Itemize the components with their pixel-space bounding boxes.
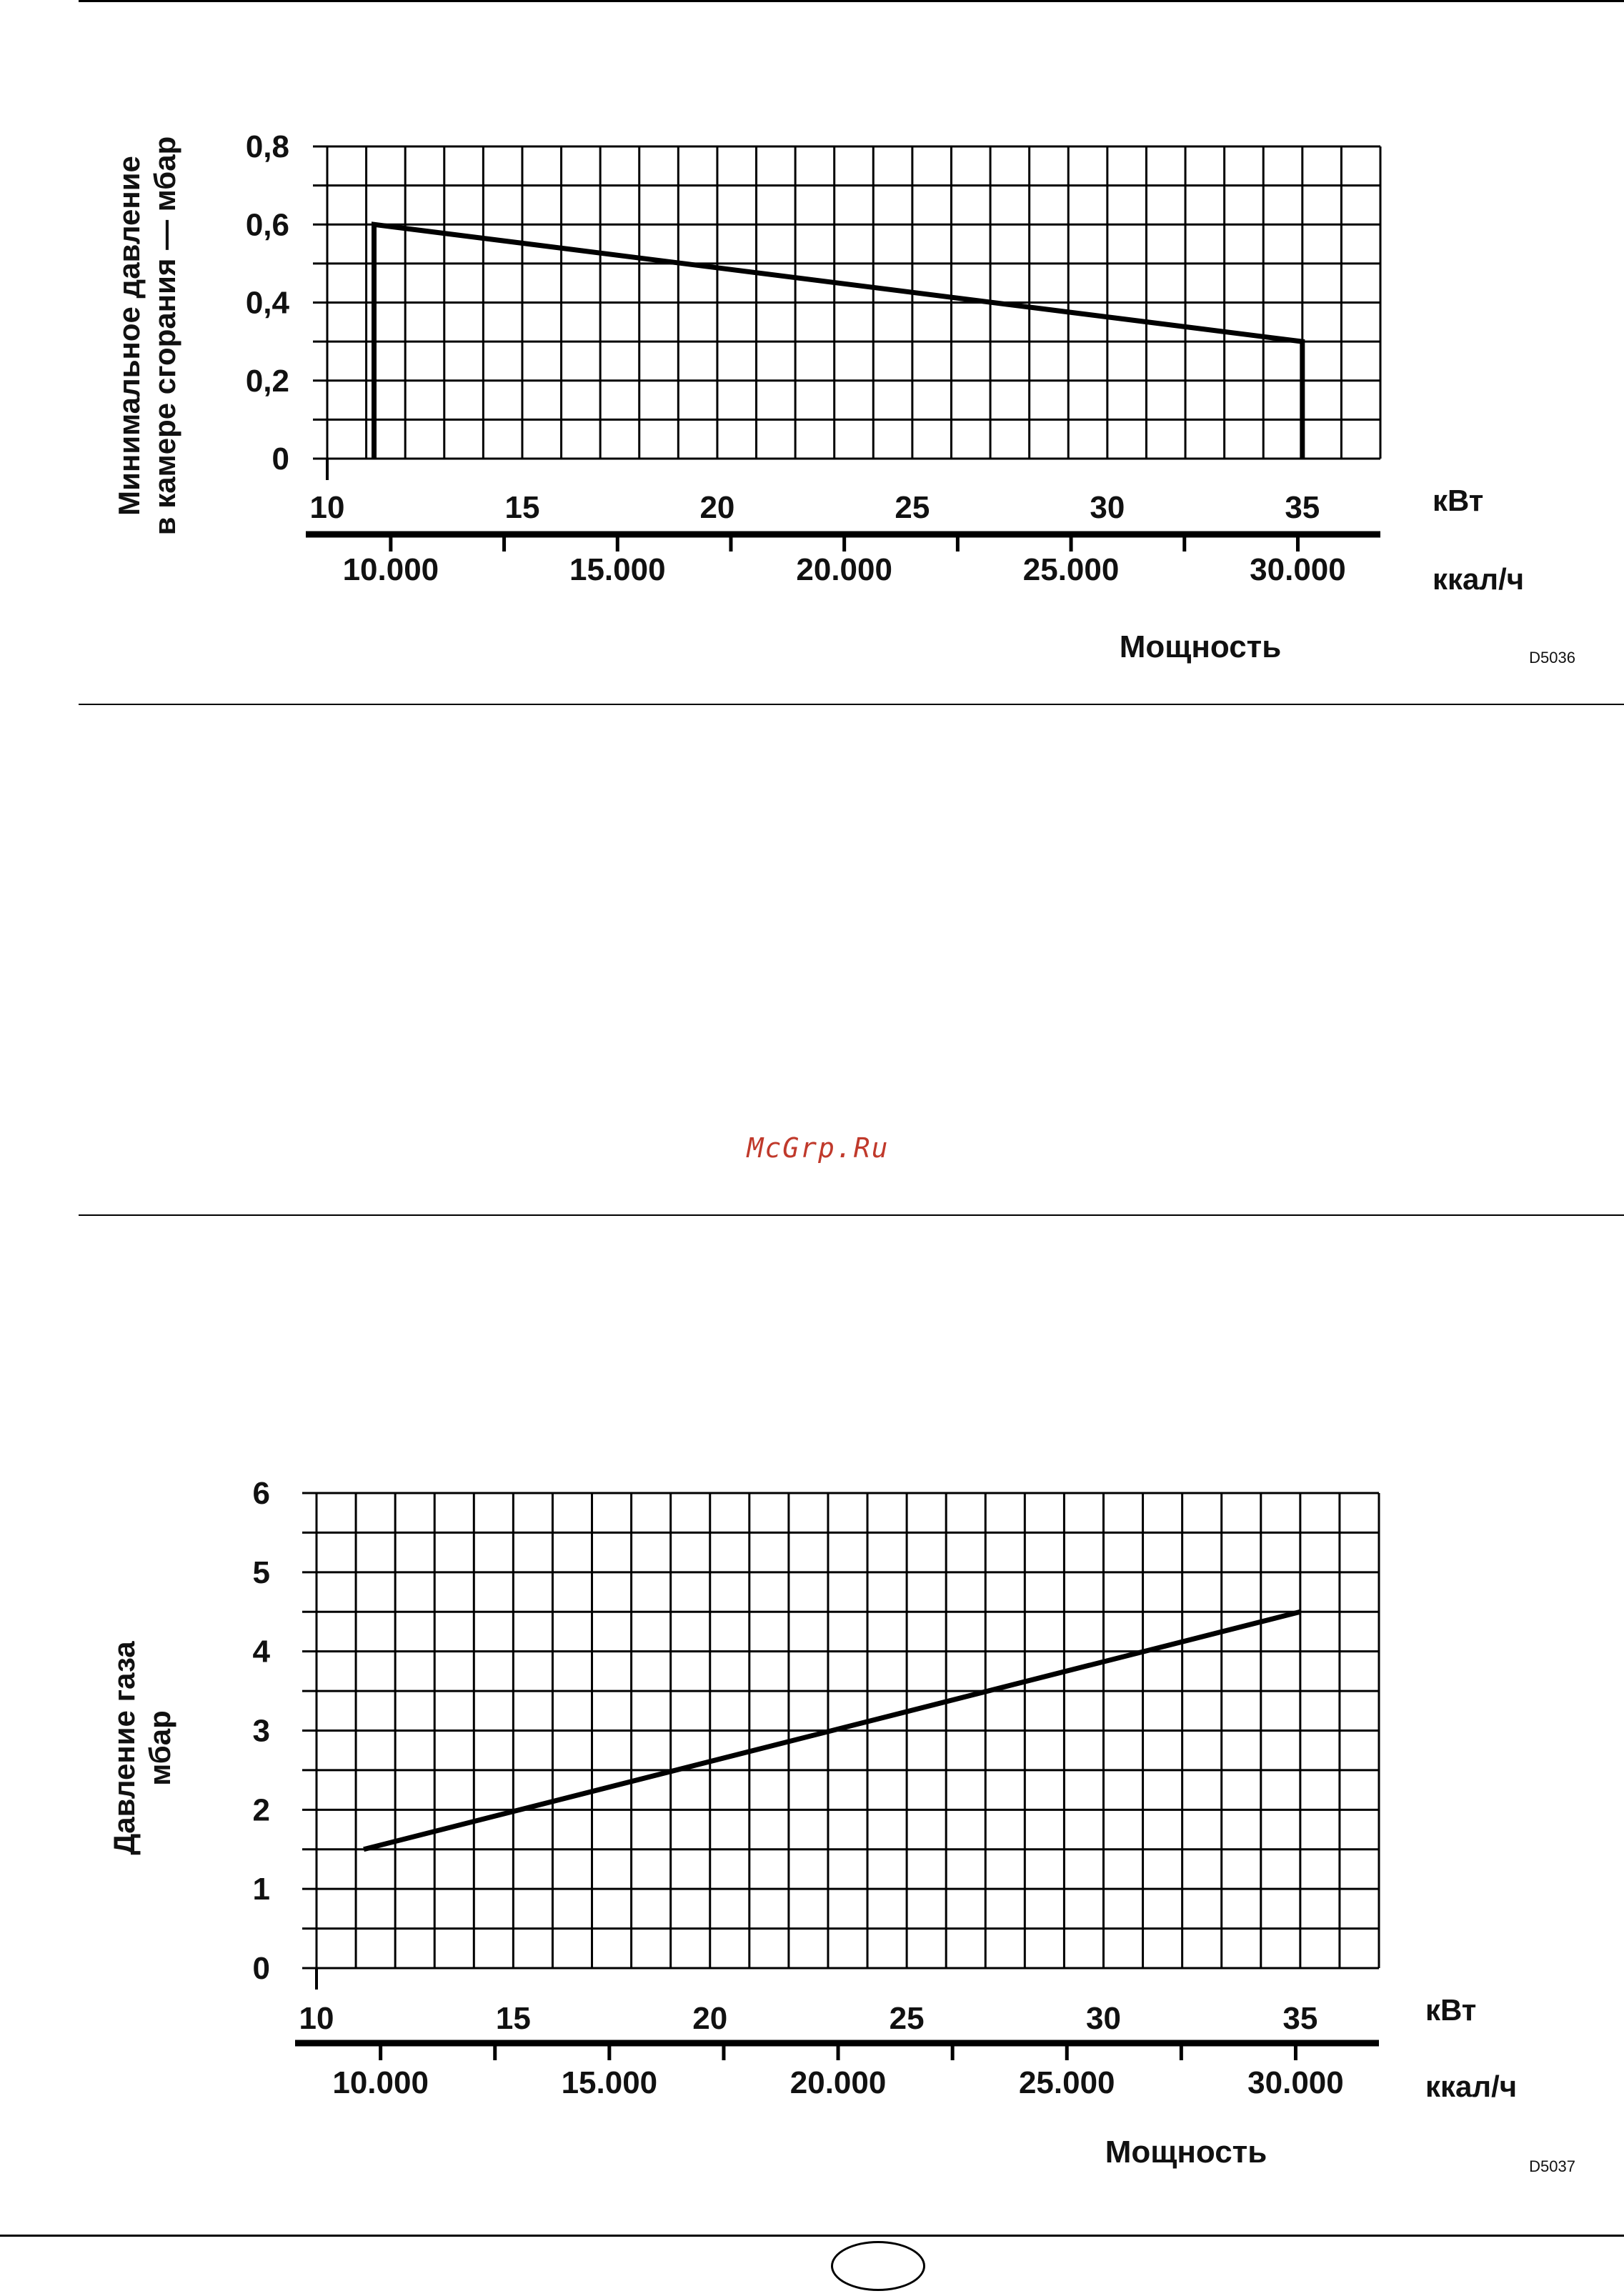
secondary-tick-label: 25.000 — [1022, 552, 1120, 587]
secondary-tick-label: 30.000 — [1250, 552, 1346, 587]
x-unit-label: кВт — [1433, 484, 1484, 517]
y-tick-label: 3 — [252, 1713, 270, 1749]
y-tick-label: 4 — [252, 1634, 270, 1669]
secondary-tick-label: 30.000 — [1247, 2065, 1344, 2100]
x-tick-label: 25 — [889, 2001, 925, 2036]
x-tick-label: 25 — [895, 490, 930, 525]
y-tick-label: 0 — [252, 1951, 270, 1986]
x-tick-label: 10 — [309, 490, 345, 525]
y-axis-title-line: Давление газа — [107, 1641, 141, 1855]
x-tick-label: 20 — [692, 2001, 728, 2036]
x-unit-label: кВт — [1425, 1993, 1477, 2027]
y-tick-label: 0,4 — [245, 285, 289, 321]
x-tick-label: 35 — [1285, 490, 1320, 525]
rule-divider — [79, 1214, 1624, 1216]
secondary-unit-label: ккал/ч — [1425, 2070, 1518, 2103]
secondary-tick-label: 15.000 — [569, 552, 666, 587]
y-axis-title-line: в камере сгорания — мбар — [148, 136, 181, 536]
figure-code: D5036 — [1529, 649, 1575, 667]
secondary-tick-label: 25.000 — [1018, 2065, 1115, 2100]
y-axis-title-line: мбар — [143, 1710, 176, 1786]
x-tick-label: 15 — [504, 490, 540, 525]
secondary-tick-label: 20.000 — [796, 552, 892, 587]
chart-min-pressure — [0, 107, 1624, 693]
chart-labels — [112, 129, 1575, 667]
y-tick-label: 1 — [252, 1872, 270, 1907]
y-tick-label: 2 — [252, 1792, 270, 1828]
y-axis-title-line: Минимальное давление — [112, 156, 146, 516]
figure-code: D5037 — [1529, 2157, 1575, 2175]
chart-ticks — [295, 1968, 1379, 2060]
secondary-tick-label: 10.000 — [342, 552, 439, 587]
x-tick-label: 20 — [699, 490, 735, 525]
y-tick-label: 0,6 — [245, 207, 289, 243]
secondary-tick-label: 10.000 — [332, 2065, 429, 2100]
x-tick-label: 35 — [1282, 2001, 1318, 2036]
chart-gas-pressure — [0, 1450, 1624, 2215]
secondary-tick-label: 20.000 — [789, 2065, 887, 2100]
rule-top — [79, 0, 1624, 2]
chart-ticks — [306, 459, 1380, 551]
chart-labels — [107, 1476, 1575, 2175]
x-tick-label: 15 — [495, 2001, 531, 2036]
x-tick-label: 30 — [1086, 2001, 1121, 2036]
y-tick-label: 5 — [252, 1554, 270, 1590]
y-tick-label: 0,8 — [245, 129, 289, 164]
page-number-oval — [831, 2241, 925, 2291]
x-tick-label: 10 — [299, 2001, 334, 2036]
secondary-unit-label: ккал/ч — [1433, 562, 1525, 596]
x-axis-title: Мощность — [1119, 629, 1282, 664]
rule-bottom — [0, 2235, 1624, 2237]
x-axis-title: Мощность — [1105, 2135, 1267, 2170]
secondary-tick-label: 15.000 — [561, 2065, 658, 2100]
chart-grid — [313, 146, 1380, 459]
y-tick-label: 6 — [252, 1476, 270, 1511]
rule-divider — [79, 704, 1624, 705]
x-tick-label: 30 — [1090, 490, 1125, 525]
y-tick-label: 0,2 — [245, 363, 289, 399]
watermark-text: McGrp.Ru — [747, 1132, 890, 1164]
y-tick-label: 0 — [272, 441, 289, 476]
